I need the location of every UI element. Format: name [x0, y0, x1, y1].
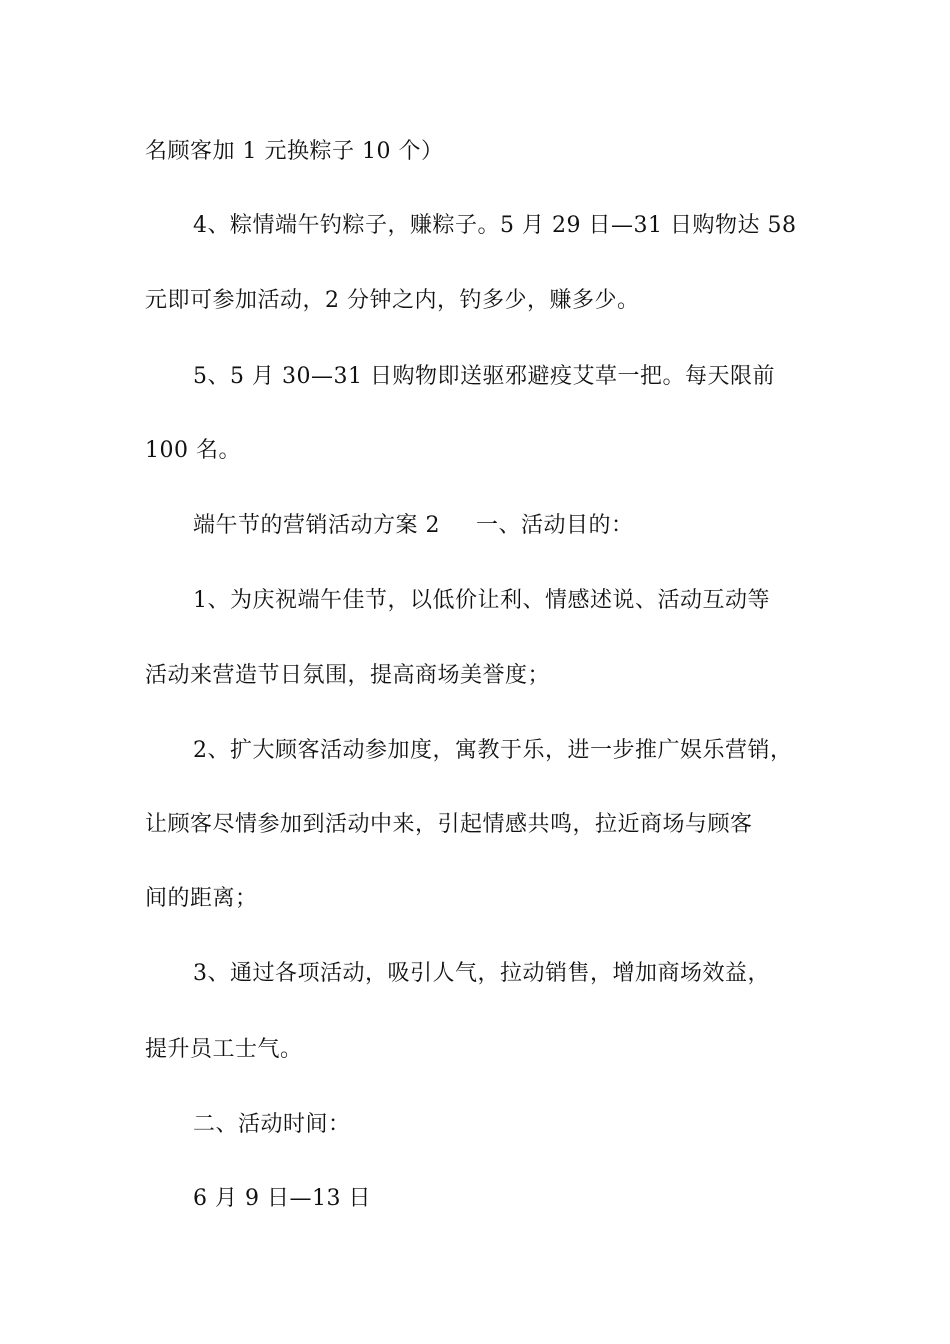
- purpose-item-3-line-1: 3、通过各项活动，吸引人气，拉动销售，增加商场效益，: [193, 961, 770, 986]
- section-heading-purpose: 一、活动目的：: [476, 513, 634, 538]
- section-heading-line: [193, 511, 873, 541]
- plan-title: 端午节的营销活动方案 2: [193, 513, 440, 538]
- purpose-item-1-line-2: 活动来营造节日氛围，提高商场美誉度；: [145, 663, 551, 688]
- purpose-item-2-line-1: 2、扩大顾客活动参加度，寓教于乐，进一步推广娱乐营销，: [193, 738, 793, 763]
- purpose-item-3-line-2: 提升员工士气。: [145, 1037, 303, 1062]
- list-item-4-line-1: 4、粽情端午钓粽子，赚粽子。5 月 29 日—31 日购物达 58: [193, 213, 797, 238]
- purpose-item-2-line-3: 间的距离；: [145, 886, 258, 911]
- purpose-item-1-line-1: 1、为庆祝端午佳节，以低价让利、情感述说、活动互动等: [193, 588, 770, 613]
- text-line: 名顾客加 1 元换粽子 10 个）: [145, 139, 444, 164]
- list-item-4-line-2: 元即可参加活动，2 分钟之内，钓多少，赚多少。: [145, 288, 640, 313]
- purpose-item-2-line-2: 让顾客尽情参加到活动中来，引起情感共鸣，拉近商场与顾客: [145, 812, 753, 837]
- activity-dates: 6 月 9 日—13 日: [193, 1186, 371, 1211]
- list-item-5-line-1: 5、5 月 30—31 日购物即送驱邪避疫艾草一把。每天限前: [193, 364, 775, 389]
- section-heading-time: 二、活动时间：: [193, 1112, 351, 1137]
- list-item-5-line-2: 100 名。: [145, 438, 241, 463]
